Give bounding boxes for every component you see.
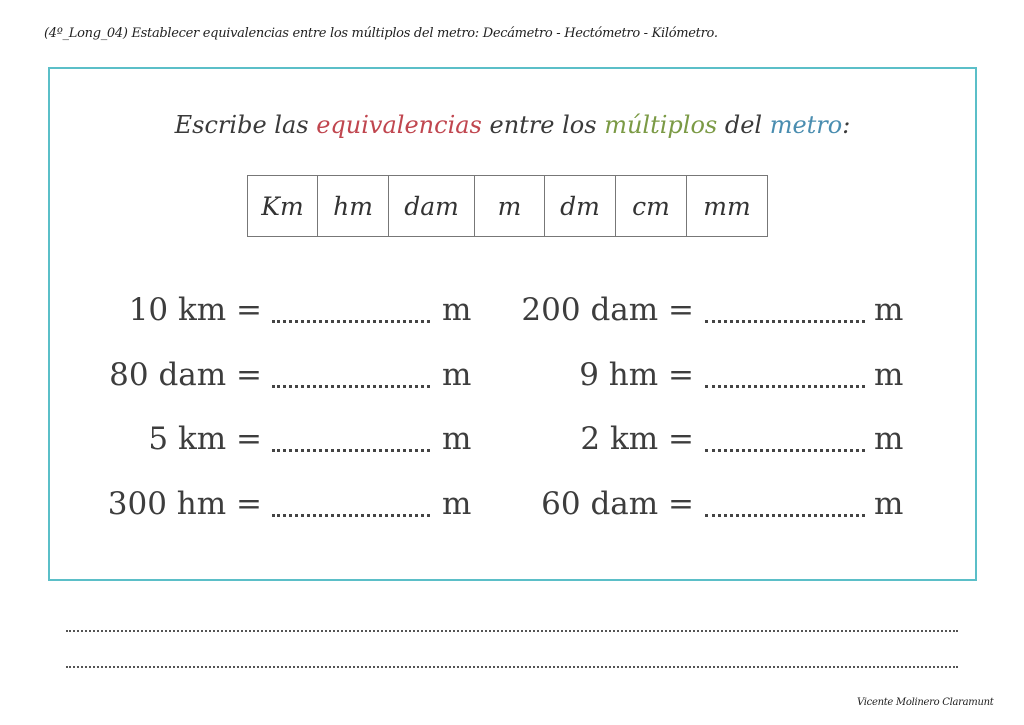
answer-blank[interactable]: [705, 510, 865, 517]
highlight-equivalencias: equivalencias: [316, 111, 482, 139]
exercise-row: [0, 421, 1024, 461]
instruction-text: :: [842, 111, 851, 139]
answer-unit: m: [874, 421, 904, 457]
writing-line-1[interactable]: [66, 630, 958, 632]
answer-blank[interactable]: [705, 316, 865, 323]
answer-unit: m: [442, 421, 472, 457]
writing-line-2[interactable]: [66, 666, 958, 668]
unit-cell-mm: mm: [687, 176, 768, 237]
exercise-expression: 9 hm =: [579, 357, 694, 393]
unit-cell-km: Km: [248, 176, 318, 237]
highlight-metro: metro: [769, 111, 843, 139]
units-table: [247, 175, 768, 237]
answer-unit: m: [442, 357, 472, 393]
highlight-multiplos: múltiplos: [604, 111, 718, 139]
worksheet-title: (4º_Long_04) Establecer equivalencias entre los múltiplos del metro: Decámetro - Hectómetro - Kilómetro.: [44, 26, 718, 41]
answer-unit: m: [874, 486, 904, 522]
exercise-row: [0, 486, 1024, 526]
exercise-expression: 10 km =: [128, 292, 262, 328]
instruction-text: Escribe las: [174, 111, 317, 139]
unit-cell-cm: cm: [616, 176, 687, 237]
exercise-expression: 5 km =: [148, 421, 262, 457]
unit-cell-dm: dm: [545, 176, 616, 237]
answer-blank[interactable]: [705, 445, 865, 452]
answer-unit: m: [874, 292, 904, 328]
answer-unit: m: [442, 486, 472, 522]
instruction-heading: [50, 111, 975, 139]
answer-blank[interactable]: [705, 381, 865, 388]
instruction-text: entre los: [481, 111, 605, 139]
author-credit: Vicente Molinero Claramunt: [857, 697, 994, 708]
exercise-expression: 200 dam =: [521, 292, 694, 328]
unit-cell-hm: hm: [318, 176, 389, 237]
exercise-expression: 300 hm =: [107, 486, 262, 522]
answer-unit: m: [442, 292, 472, 328]
exercise-expression: 60 dam =: [541, 486, 694, 522]
exercise-row: [0, 292, 1024, 332]
exercise-row: [0, 357, 1024, 397]
instruction-text: del: [717, 111, 770, 139]
answer-unit: m: [874, 357, 904, 393]
exercise-expression: 80 dam =: [109, 357, 262, 393]
unit-cell-m: m: [475, 176, 545, 237]
exercise-expression: 2 km =: [580, 421, 694, 457]
unit-cell-dam: dam: [389, 176, 475, 237]
